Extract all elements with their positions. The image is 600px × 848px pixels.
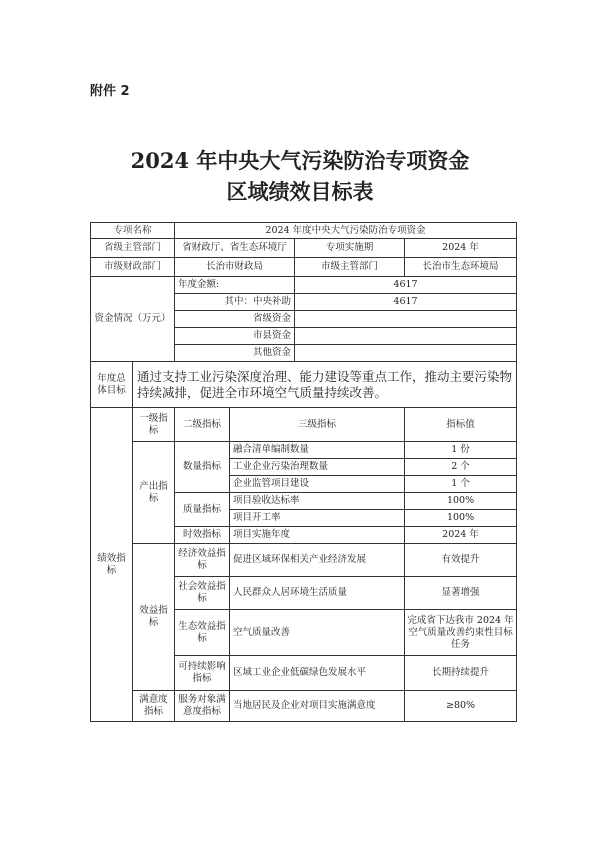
benefit-indicators-label: 效益指标 bbox=[133, 544, 175, 691]
project-name-value: 2024 年度中央大气污染防治专项资金 bbox=[175, 223, 517, 239]
header-level3: 三级指标 bbox=[230, 408, 405, 442]
sustainable-impact-name: 区域工业企业低碳绿色发展水平 bbox=[230, 656, 405, 691]
economic-benefit-name: 促进区域环保相关产业经济发展 bbox=[230, 544, 405, 577]
city-dept-value: 长治市生态环境局 bbox=[405, 258, 517, 277]
annual-goal-text: 通过支持工业污染深度治理、能力建设等重点工作，推动主要污染物持续减排，促进全市环境空气质量持续改善。 bbox=[133, 362, 517, 408]
city-dept-label: 市级主管部门 bbox=[295, 258, 405, 277]
other-funds-value bbox=[295, 345, 517, 362]
provincial-dept-label: 省级主管部门 bbox=[91, 239, 175, 258]
quantity-item-name: 企业监管项目建设 bbox=[230, 476, 405, 493]
annual-amount-value: 4617 bbox=[295, 277, 517, 294]
page-title: 2024 年中央大气污染防治专项资金 bbox=[130, 148, 470, 173]
timeliness-item-value: 2024 年 bbox=[405, 527, 517, 544]
satisfaction-indicators-label: 满意度指标 bbox=[133, 691, 175, 722]
timeliness-item-name: 项目实施年度 bbox=[230, 527, 405, 544]
social-benefit-name: 人民群众人居环境生活质量 bbox=[230, 577, 405, 610]
city-finance-label: 市级财政部门 bbox=[91, 258, 175, 277]
economic-benefit-label: 经济效益指标 bbox=[175, 544, 230, 577]
header-level1: 一级指标 bbox=[133, 408, 175, 442]
quality-item-name: 项目开工率 bbox=[230, 510, 405, 527]
quality-indicators-label: 质量指标 bbox=[175, 493, 230, 527]
ecological-benefit-value: 完成省下达我市 2024 年空气质量改善约束性目标任务 bbox=[405, 610, 517, 656]
quantity-item-value: 1 份 bbox=[405, 442, 517, 459]
provincial-dept-value: 省财政厅、省生态环境厅 bbox=[175, 239, 295, 258]
quality-item-name: 项目验收达标率 bbox=[230, 493, 405, 510]
service-satisfaction-label: 服务对象满意度指标 bbox=[175, 691, 230, 722]
satisfaction-item-value: ≥80% bbox=[405, 691, 517, 722]
other-funds-label: 其他资金 bbox=[175, 345, 295, 362]
annual-amount-label: 年度金额: bbox=[175, 277, 295, 294]
ecological-benefit-name: 空气质量改善 bbox=[230, 610, 405, 656]
central-subsidy-value: 4617 bbox=[295, 294, 517, 311]
quantity-item-name: 工业企业污染治理数量 bbox=[230, 459, 405, 476]
satisfaction-item-name: 当地居民及企业对项目实施满意度 bbox=[230, 691, 405, 722]
sustainable-impact-label: 可持续影响指标 bbox=[175, 656, 230, 691]
provincial-funds-value bbox=[295, 311, 517, 328]
perf-indicators-label: 绩效指标 bbox=[91, 408, 133, 722]
social-benefit-label: 社会效益指标 bbox=[175, 577, 230, 610]
ecological-benefit-label: 生态效益指标 bbox=[175, 610, 230, 656]
quality-item-value: 100% bbox=[405, 510, 517, 527]
quantity-item-name: 融合清单编制数量 bbox=[230, 442, 405, 459]
economic-benefit-value: 有效提升 bbox=[405, 544, 517, 577]
period-value: 2024 年 bbox=[405, 239, 517, 258]
page-subtitle: 区域绩效目标表 bbox=[226, 179, 374, 204]
city-finance-value: 长治市财政局 bbox=[175, 258, 295, 277]
provincial-funds-label: 省级资金 bbox=[175, 311, 295, 328]
period-label: 专项实施期 bbox=[295, 239, 405, 258]
quality-item-value: 100% bbox=[405, 493, 517, 510]
header-level2: 二级指标 bbox=[175, 408, 230, 442]
county-funds-label: 市县资金 bbox=[175, 328, 295, 345]
performance-table bbox=[90, 222, 517, 722]
timeliness-indicators-label: 时效指标 bbox=[175, 527, 230, 544]
county-funds-value bbox=[295, 328, 517, 345]
quantity-item-value: 1 个 bbox=[405, 476, 517, 493]
social-benefit-value: 显著增强 bbox=[405, 577, 517, 610]
sustainable-impact-value: 长期持续提升 bbox=[405, 656, 517, 691]
header-value: 指标值 bbox=[405, 408, 517, 442]
quantity-item-value: 2 个 bbox=[405, 459, 517, 476]
annual-goal-label: 年度总体目标 bbox=[91, 362, 133, 408]
funds-label: 资金情况（万元） bbox=[91, 277, 175, 362]
project-name-label: 专项名称 bbox=[91, 223, 175, 239]
output-indicators-label: 产出指标 bbox=[133, 442, 175, 544]
quantity-indicators-label: 数量指标 bbox=[175, 442, 230, 493]
attachment-label: 附件 2 bbox=[90, 84, 130, 99]
central-subsidy-label: 其中：中央补助 bbox=[175, 294, 295, 311]
